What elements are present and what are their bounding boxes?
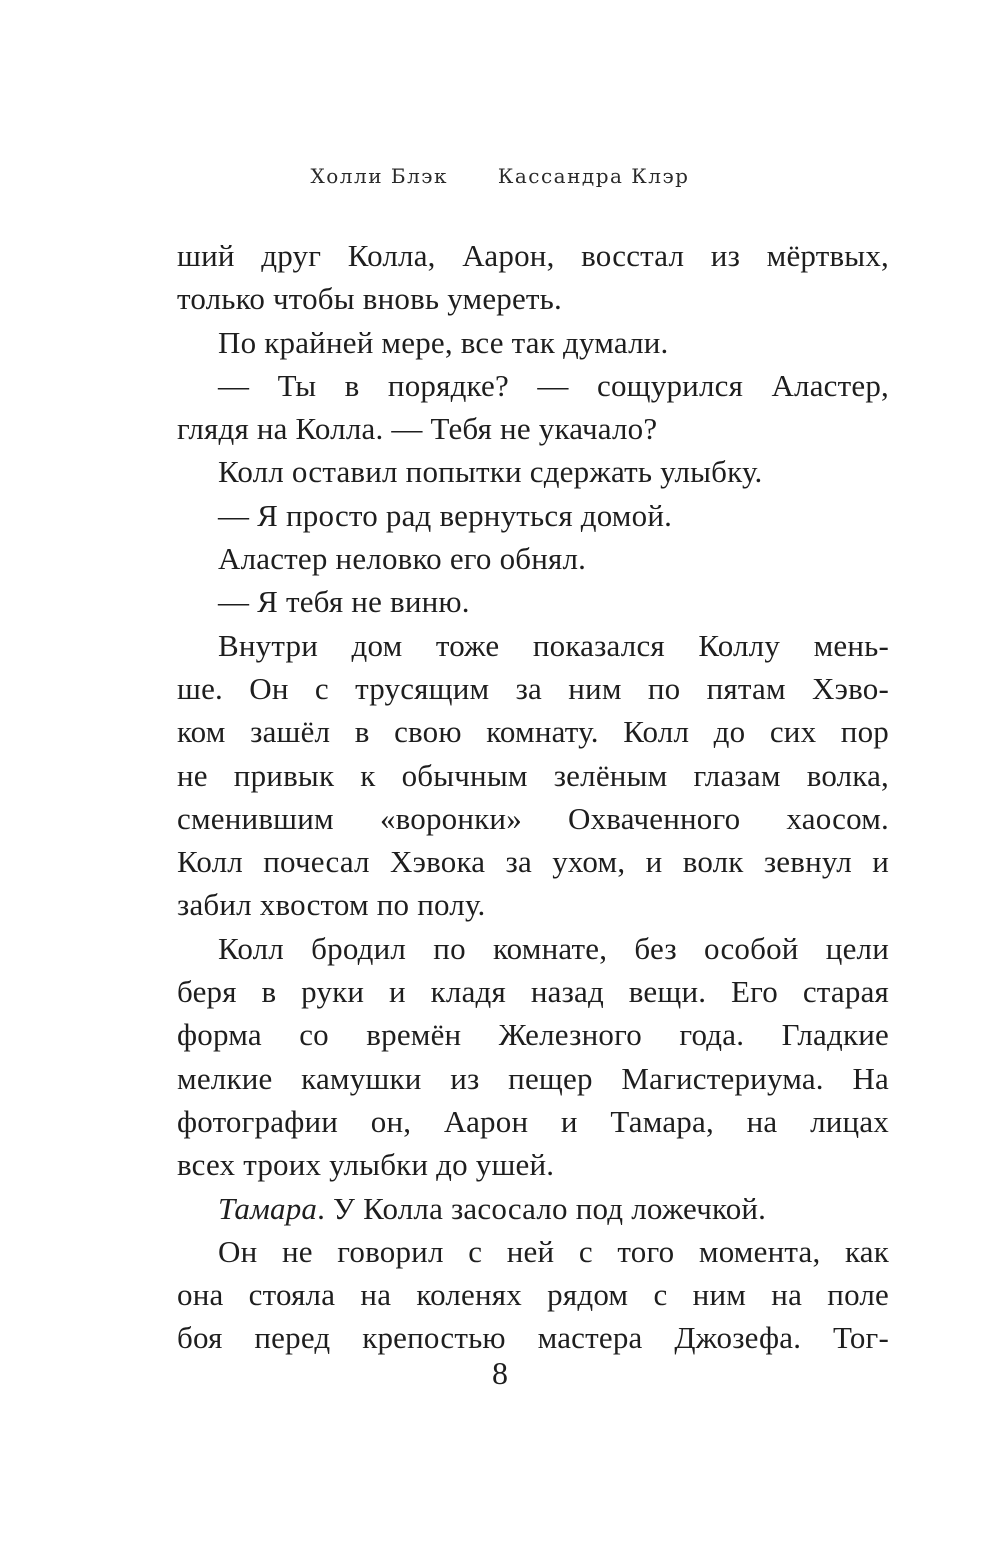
- line-text: мелкие камушки из пещер Магистериума. На: [177, 1060, 889, 1096]
- text-line: [177, 277, 889, 320]
- text-line: [177, 1100, 889, 1143]
- text-line: [177, 1187, 889, 1230]
- running-header: [0, 164, 1000, 188]
- header-author-2: Кассандра Клэр: [497, 164, 690, 188]
- text-line: [177, 1316, 889, 1359]
- line-text: сменившим «воронки» Охваченного хаосом.: [177, 800, 889, 836]
- line-text: Колл бродил по комнате, без особой цели: [218, 930, 889, 966]
- text-line: [177, 234, 889, 277]
- line-text: По крайней мере, все так думали.: [218, 324, 669, 360]
- text-line: [177, 1057, 889, 1100]
- page-body-text: [177, 234, 889, 1360]
- text-line: [177, 970, 889, 1013]
- text-line: [177, 883, 889, 926]
- line-text: ший друг Колла, Аарон, восстал из мёртвых,: [177, 238, 889, 273]
- line-text: Аластер неловко его обнял.: [218, 541, 587, 577]
- text-line: [177, 494, 889, 537]
- text-line: [177, 624, 889, 667]
- text-line: [177, 1273, 889, 1316]
- header-author-1: Холли Блэк: [310, 164, 448, 188]
- line-text: . У Колла засосало под ложечкой.: [317, 1190, 767, 1226]
- italic-emphasis: Тамара: [218, 1190, 318, 1226]
- text-line: [177, 840, 889, 883]
- text-line: [177, 450, 889, 493]
- line-text: только чтобы вновь умереть.: [177, 281, 562, 317]
- text-line: [177, 407, 889, 450]
- text-line: [177, 667, 889, 710]
- line-text: Внутри дом тоже показался Коллу мень-: [218, 627, 889, 663]
- text-line: [177, 321, 889, 364]
- line-text: Колл почесал Хэвока за ухом, и волк зевнул и: [177, 844, 889, 880]
- line-text: боя перед крепостью мастера Джозефа. Тог-: [177, 1320, 889, 1356]
- line-text: — Ты в порядке? — сощурился Аластер,: [218, 367, 889, 403]
- text-line: [177, 927, 889, 970]
- text-line: [177, 797, 889, 840]
- text-line: [177, 1013, 889, 1056]
- text-line: [177, 710, 889, 753]
- text-line: [177, 754, 889, 797]
- line-text: — Я просто рад вернуться домой.: [218, 497, 673, 533]
- line-text: она стояла на коленях рядом с ним на поле: [177, 1277, 889, 1313]
- line-text: Колл оставил попытки сдержать улыбку.: [218, 454, 763, 490]
- line-text: ше. Он с трусящим за ним по пятам Хэво-: [177, 670, 889, 706]
- text-line: [177, 537, 889, 580]
- text-line: [177, 1143, 889, 1186]
- line-text: глядя на Колла. — Тебя не укачало?: [177, 411, 658, 447]
- line-text: — Я тебя не виню.: [218, 584, 470, 620]
- line-text: забил хвостом по полу.: [177, 887, 486, 923]
- line-text: всех троих улыбки до ушей.: [177, 1147, 555, 1183]
- text-line: [177, 364, 889, 407]
- page-number: 8: [492, 1355, 508, 1391]
- line-text: форма со времён Железного года. Гладкие: [177, 1017, 889, 1053]
- line-text: фотографии он, Аарон и Тамара, на лицах: [177, 1103, 889, 1139]
- text-line: [177, 1230, 889, 1273]
- text-line: [177, 580, 889, 623]
- line-text: беря в руки и кладя назад вещи. Его старая: [177, 974, 889, 1010]
- line-text: не привык к обычным зелёным глазам волка,: [177, 757, 889, 793]
- line-text: ком зашёл в свою комнату. Колл до сих пор: [177, 714, 889, 750]
- line-text: Он не говорил с ней с того момента, как: [218, 1233, 889, 1269]
